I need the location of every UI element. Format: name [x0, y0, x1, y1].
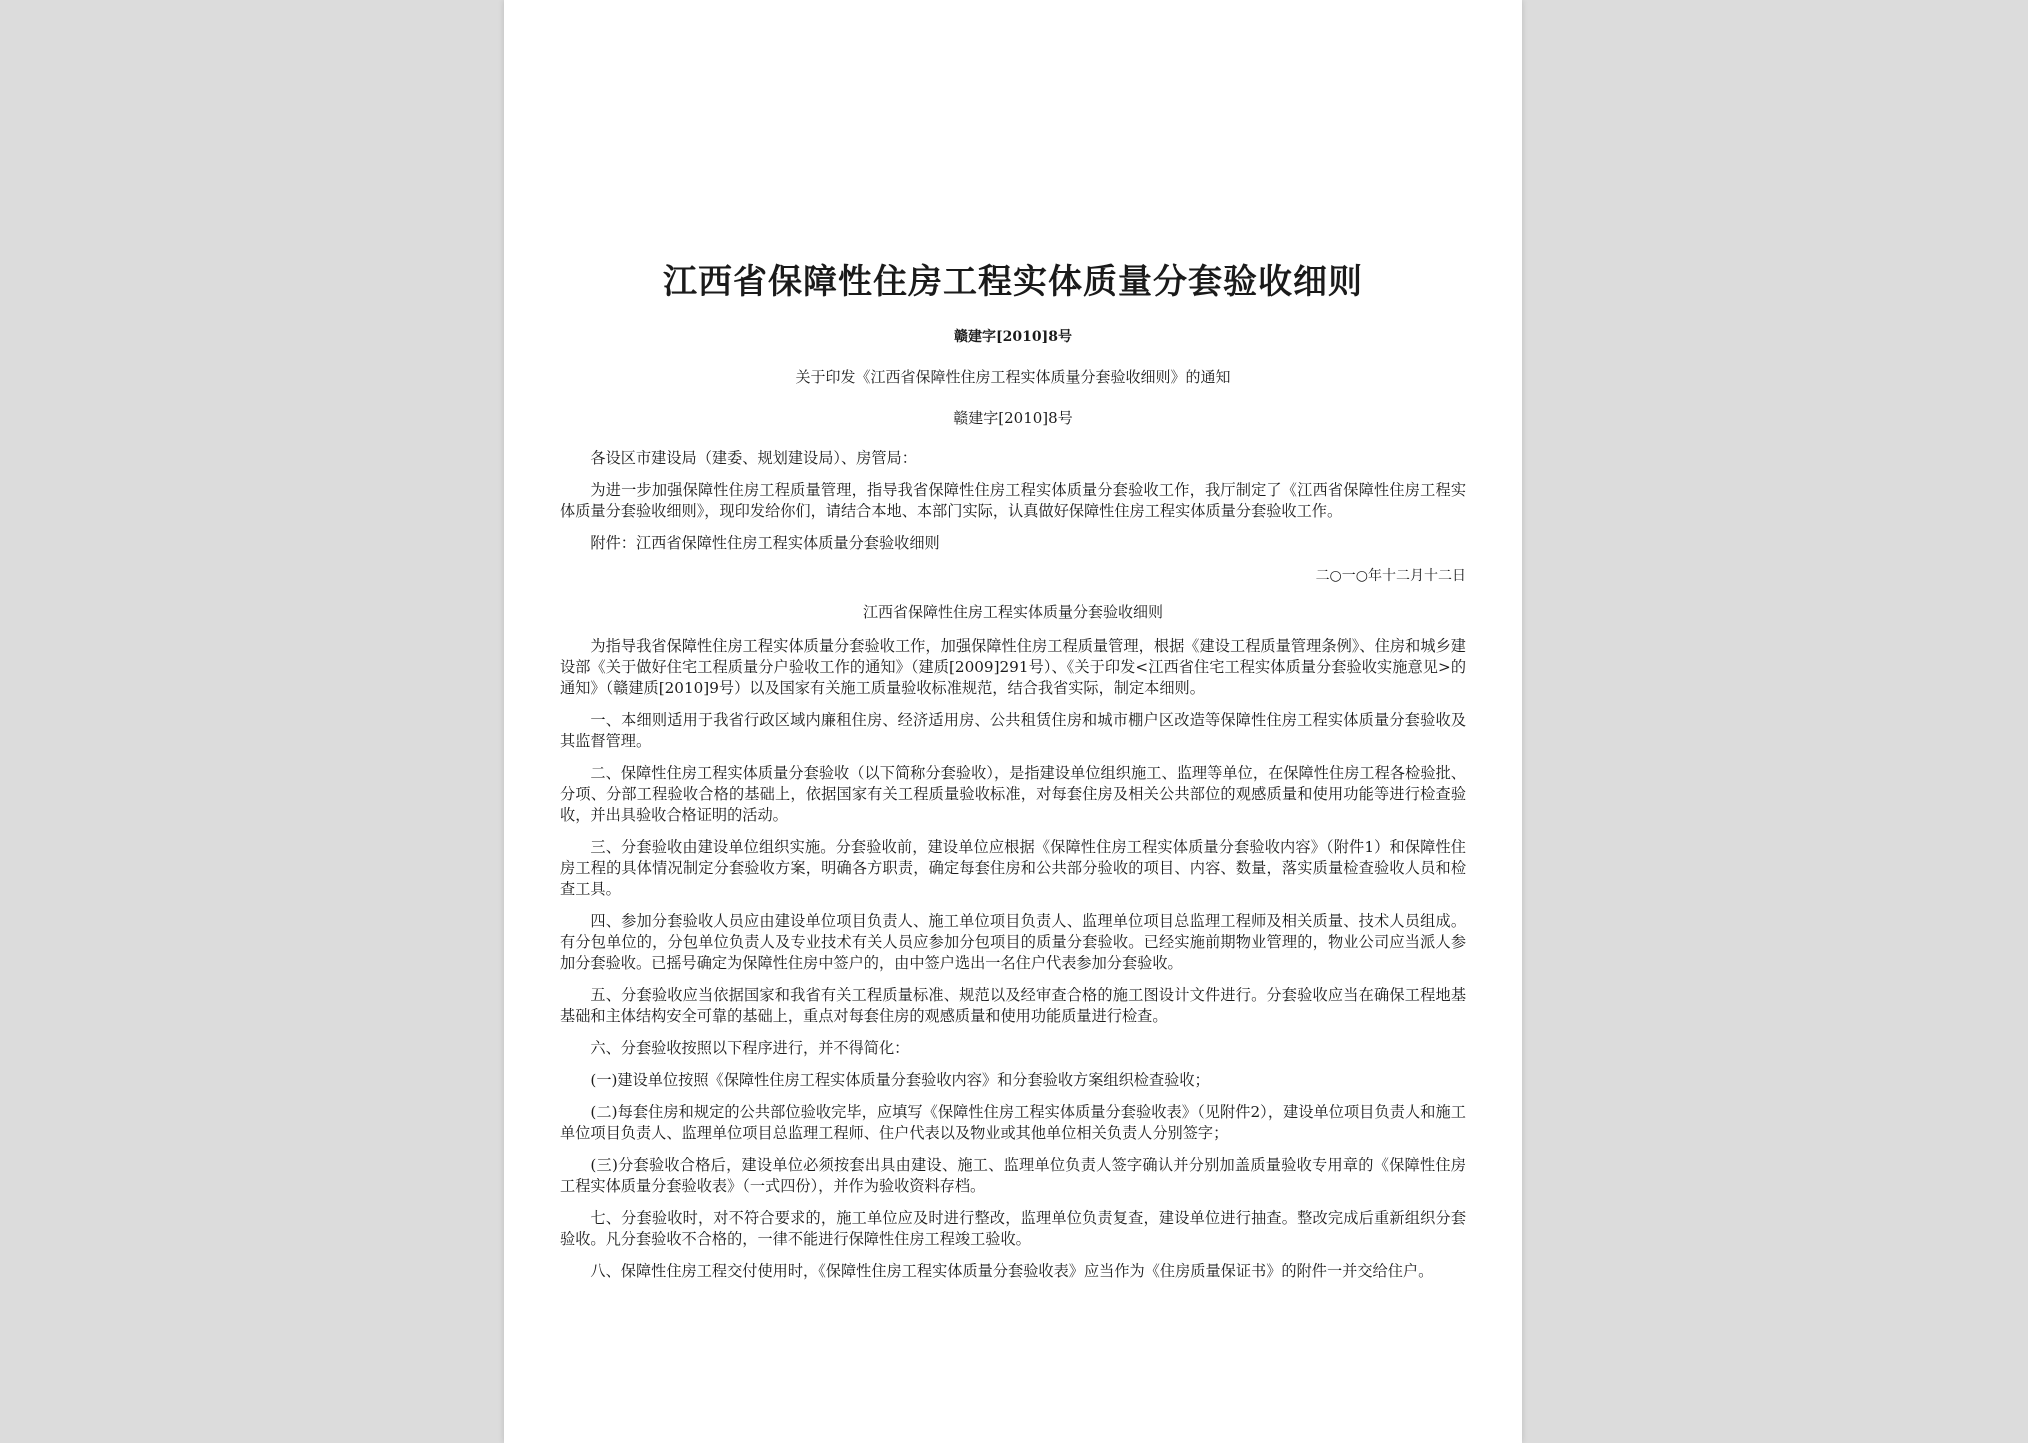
body-paragraph: 为指导我省保障性住房工程实体质量分套验收工作，加强保障性住房工程质量管理，根据《建设工程质量管理条例》、住房和城乡建设部《关于做好住宅工程质量分户验收工作的通知》（建质[2009]291号）、《关于印发<江西省住宅工程实体质量分套验收实施意见>的通知》（赣建质[2010]9号）以及国家有关施工质量验收标准规范，结合我省实际，制定本细则。 [560, 637, 1466, 697]
body-paragraph: (三)分套验收合格后，建设单位必须按套出具由建设、施工、监理单位负责人签字确认并分别加盖质量验收专用章的《保障性住房工程实体质量分套验收表》（一式四份），并作为验收资料存档。 [560, 1156, 1466, 1195]
body-paragraph: 二、保障性住房工程实体质量分套验收（以下简称分套验收），是指建设单位组织施工、监理等单位，在保障性住房工程各检验批、分项、分部工程验收合格的基础上，依据国家有关工程质量验收标准，对每套住房及相关公共部位的观感质量和使用功能等进行检查验收，并出具验收合格证明的活动。 [560, 764, 1466, 824]
intro-paragraph: 为进一步加强保障性住房工程质量管理，指导我省保障性住房工程实体质量分套验收工作，我厅制定了《江西省保障性住房工程实体质量分套验收细则》，现印发给你们，请结合本地、本部门实际，认真做好保障性住房工程实体质量分套验收工作。 [560, 481, 1466, 520]
body-paragraph: 六、分套验收按照以下程序进行，并不得简化： [590, 1039, 910, 1057]
body-paragraph: 五、分套验收应当依据国家和我省有关工程质量标准、规范以及经审查合格的施工图设计文件进行。分套验收应当在确保工程地基基础和主体结构安全可靠的基础上，重点对每套住房的观感质量和使用功能质量进行检查。 [560, 986, 1466, 1025]
page-content [560, 260, 1466, 1293]
rules-title: 江西省保障性住房工程实体质量分套验收细则 [862, 603, 1163, 621]
body-paragraph: 三、分套验收由建设单位组织实施。分套验收前，建设单位应根据《保障性住房工程实体质量分套验收内容》（附件1）和保障性住房工程的具体情况制定分套验收方案，明确各方职责，确定每套住房和公共部分验收的项目、内容、数量，落实质量检查验收人员和检查工具。 [560, 838, 1466, 898]
body-paragraph: 一、本细则适用于我省行政区域内廉租住房、经济适用房、公共租赁住房和城市棚户区改造等保障性住房工程实体质量分套验收及其监督管理。 [560, 711, 1466, 750]
body-paragraph: (二)每套住房和规定的公共部位验收完毕，应填写《保障性住房工程实体质量分套验收表》（见附件2），建设单位项目负责人和施工单位项目负责人、监理单位项目总监理工程师、住户代表以及物业或其他单位相关负责人分别签字； [560, 1103, 1466, 1142]
addressee: 各设区市建设局（建委、规划建设局）、房管局： [590, 449, 917, 467]
document-number-header: 赣建字[2010]8号 [954, 329, 1072, 345]
document-title: 江西省保障性住房工程实体质量分套验收细则 [663, 262, 1363, 302]
body-paragraph: 四、参加分套验收人员应由建设单位项目负责人、施工单位项目负责人、监理单位项目总监理工程师及相关质量、技术人员组成。有分包单位的，分包单位负责人及专业技术有关人员应参加分包项目的质量分套验收。已经实施前期物业管理的，物业公司应当派人参加分套验收。已摇号确定为保障性住房中签户的，由中签户选出一名住户代表参加分套验收。 [560, 912, 1466, 972]
body-paragraph: (一)建设单位按照《保障性住房工程实体质量分套验收内容》和分套验收方案组织检查验收； [590, 1071, 1210, 1089]
document-page [504, 0, 1522, 1443]
notice-title: 关于印发《江西省保障性住房工程实体质量分套验收细则》的通知 [795, 368, 1231, 386]
document-number: 赣建字[2010]8号 [953, 409, 1073, 427]
body-paragraph: 八、保障性住房工程交付使用时，《保障性住房工程实体质量分套验收表》应当作为《住房质量保证书》的附件一并交给住户。 [590, 1262, 1434, 1280]
issue-date: 二○一○年十二月十二日 [1315, 568, 1466, 584]
body-paragraph: 七、分套验收时，对不符合要求的，施工单位应及时进行整改，监理单位负责复查，建设单位进行抽查。整改完成后重新组织分套验收。凡分套验收不合格的，一律不能进行保障性住房工程竣工验收。 [560, 1209, 1466, 1248]
attachment-line: 附件：江西省保障性住房工程实体质量分套验收细则 [590, 534, 940, 552]
